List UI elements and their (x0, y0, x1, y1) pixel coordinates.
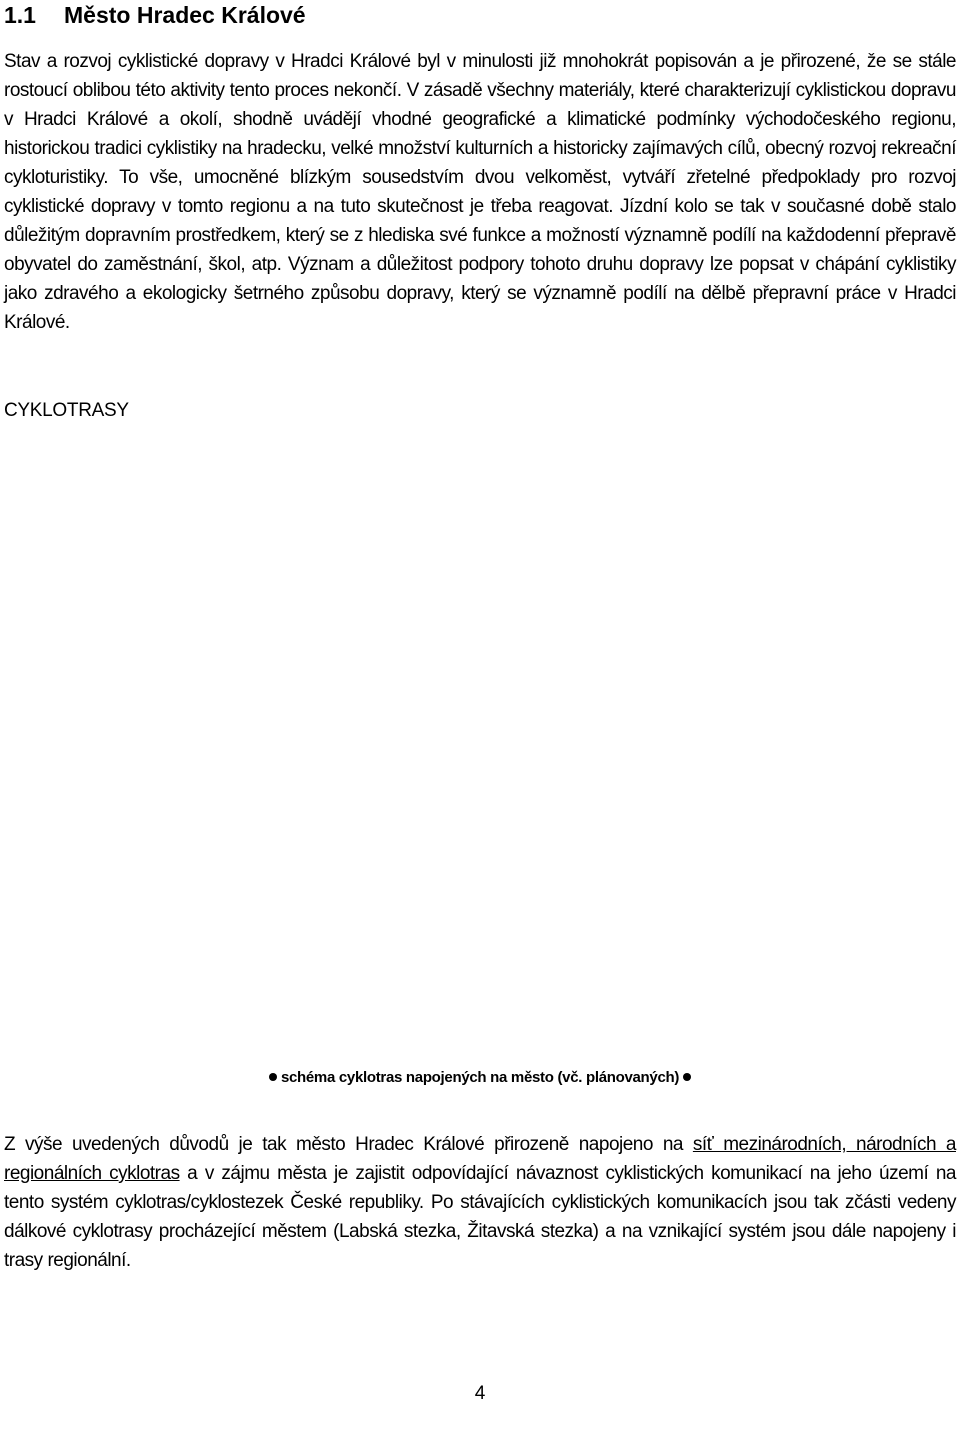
section-heading (4, 0, 306, 30)
section-title: Město Hradec Králové (64, 2, 306, 28)
figure-blank-area (4, 440, 956, 1060)
cycle-routes-network-link[interactable]: síť mezinárodních, národních a regionálních cyklotras (4, 1134, 956, 1184)
section-number: 1.1 (4, 2, 36, 28)
bullet-icon (269, 1073, 277, 1081)
subsection-label: CYKLOTRASY (4, 400, 129, 421)
figure-caption-text: schéma cyklotras napojených na město (vč. plánovaných) (280, 1069, 680, 1086)
figure-caption (0, 1066, 960, 1090)
second-paragraph-lead: Z výše uvedených důvodů je tak město Hradec Králové přirozeně napojeno na (4, 1134, 693, 1155)
second-paragraph-rest: a v zájmu města je zajistit odpovídající návaznost cyklistických komunikací na jeho území na tento systém cyklotras/cyklostezek České republiky. Po stávajících cyklistických komunikacích jsou tak zčásti vedeny dálkové cyklotrasy procházející městem (Labská stezka, Žitavská stezka) a na vznikající systém jsou dále napojeny i trasy regionální. (4, 1163, 956, 1271)
page-number: 4 (474, 1383, 486, 1404)
intro-paragraph: Stav a rozvoj cyklistické dopravy v Hradci Králové byl v minulosti již mnohokrát popisován a je přirozené, že se stále rostoucí oblibou této aktivity tento proces nekončí. V zásadě všechny materiály, které charakterizují cyklistickou dopravu v Hradci Králové a okolí, shodně uvádějí vhodné geografické a klimatické podmínky východočeského regionu, historickou tradici cyklistiky na hradecku, velké množství kulturních a historicky zajímavých cílů, obecný rozvoj rekreační cykloturistiky. To vše, umocněné blízkým sousedstvím dvou velkoměst, vytváří zřetelné předpoklady pro rozvoj cyklistické dopravy v tomto regionu a na tuto skutečnost je třeba reagovat. Jízdní kolo se tak v současné době stalo důležitým dopravním prostředkem, který se z hlediska své funkce a možností významně podílí na každodenní přepravě obyvatel do zaměstnání, škol, atp. Význam a důležitost podpory tohoto druhu dopravy lze popsat v chápání cyklistiky jako zdravého a ekologicky šetrného způsobu dopravy, který se významně podílí na dělbě přepravní práce v Hradci Králové. (4, 51, 956, 333)
second-paragraph (4, 1130, 956, 1275)
bullet-icon (683, 1073, 691, 1081)
